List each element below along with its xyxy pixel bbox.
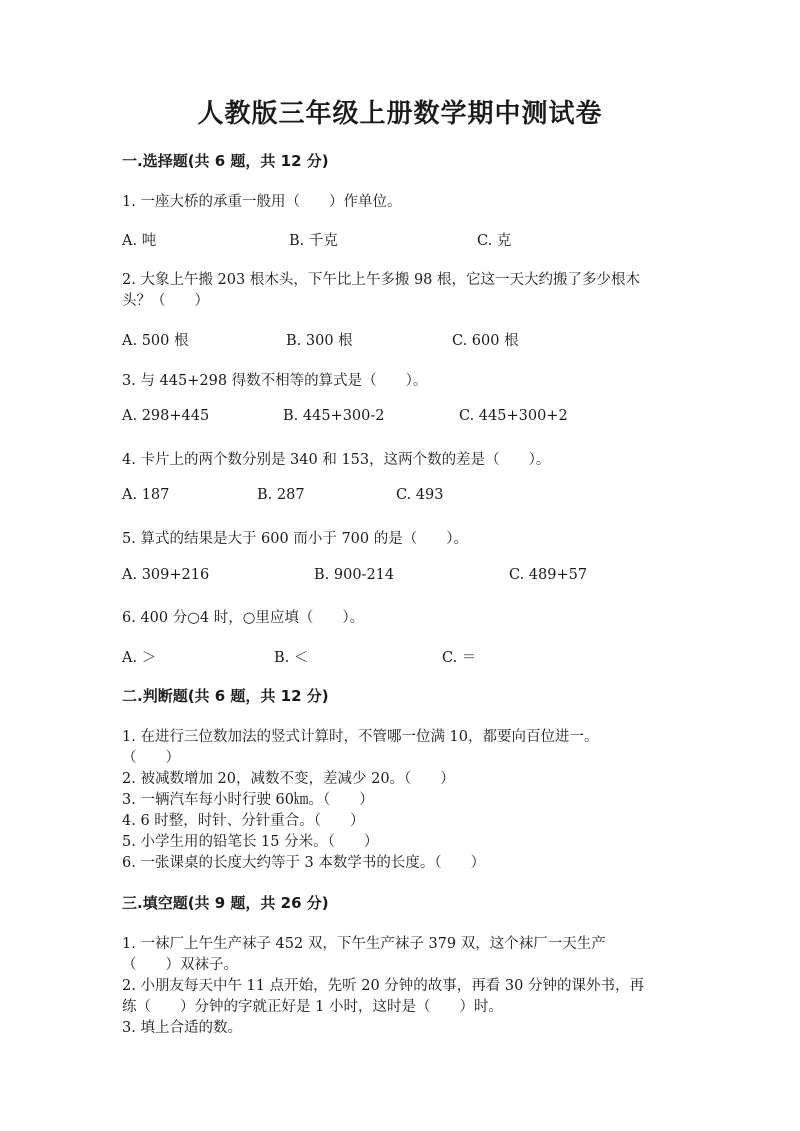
fill-in-line: 1. 一袜厂上午生产袜子 452 双，下午生产袜子 379 双，这个袜厂一天生产 (122, 936, 606, 952)
fill-in-line: 3. 填上合适的数。 (122, 1020, 242, 1036)
judgement-line: 3. 一辆汽车每小时行驶 60㎞。（ ） (122, 792, 374, 808)
section-heading-choice: 一.选择题(共 6 题，共 12 分) (122, 152, 329, 170)
option-c: C. 600 根 (452, 333, 519, 349)
option-b: B. 300 根 (286, 333, 353, 349)
option-b: B. ＜ (274, 650, 309, 666)
option-c: C. 493 (396, 487, 444, 503)
option-a: A. 309+216 (122, 567, 210, 583)
question-text: 6. 400 分○4 时，○里应填（ ）。 (122, 610, 365, 626)
question-text: 2. 大象上午搬 203 根木头，下午比上午多搬 98 根，它这一天大约搬了多少根木 (122, 272, 641, 288)
question-text: 4. 卡片上的两个数分别是 340 和 153，这两个数的差是（ ）。 (122, 452, 551, 468)
option-c: C. 445+300+2 (459, 408, 568, 424)
section-heading-judgement: 二.判断题(共 6 题，共 12 分) (122, 687, 329, 705)
fill-in-line: 2. 小朋友每天中午 11 点开始，先听 20 分钟的故事，再看 30 分钟的课外书，再 (122, 978, 644, 994)
fill-in-line: （ ）双袜子。 (122, 957, 238, 973)
section-heading-fill-in: 三.填空题(共 9 题，共 26 分) (122, 894, 329, 912)
option-a: A. 298+445 (122, 408, 210, 424)
option-c: C. 克 (477, 233, 512, 249)
fill-in-line: 练（ ）分钟的字就正好是 1 小时，这时是（ ）时。 (122, 999, 503, 1015)
option-c: C. 489+57 (509, 567, 588, 583)
option-b: B. 千克 (289, 233, 338, 249)
page-title: 人教版三年级上册数学期中测试卷 (197, 99, 603, 129)
option-a: A. 187 (122, 487, 170, 503)
question-text: 5. 算式的结果是大于 600 而小于 700 的是（ ）。 (122, 531, 468, 547)
judgement-line: 2. 被减数增加 20，减数不变，差减少 20。（ ） (122, 771, 455, 787)
judgement-line: 4. 6 时整，时针、分针重合。（ ） (122, 813, 365, 829)
judgement-line: 5. 小学生用的铅笔长 15 分米。（ ） (122, 834, 379, 850)
question-text: 3. 与 445+298 得数不相等的算式是（ ）。 (122, 373, 428, 389)
option-b: B. 445+300-2 (283, 408, 385, 424)
question-text: 1. 一座大桥的承重一般用（ ）作单位。 (122, 194, 402, 210)
option-b: B. 287 (257, 487, 305, 503)
option-c: C. ＝ (442, 650, 477, 666)
option-a: A. 500 根 (122, 333, 189, 349)
option-b: B. 900-214 (314, 567, 395, 583)
question-text-continued: 头？（ ） (122, 293, 209, 309)
option-a: A. 吨 (122, 233, 157, 249)
judgement-line: （ ） (122, 750, 180, 766)
judgement-line: 6. 一张课桌的长度大约等于 3 本数学书的长度。（ ） (122, 855, 486, 871)
option-a: A. ＞ (122, 650, 157, 666)
judgement-line: 1. 在进行三位数加法的竖式计算时，不管哪一位满 10，都要向百位进一。 (122, 729, 599, 745)
